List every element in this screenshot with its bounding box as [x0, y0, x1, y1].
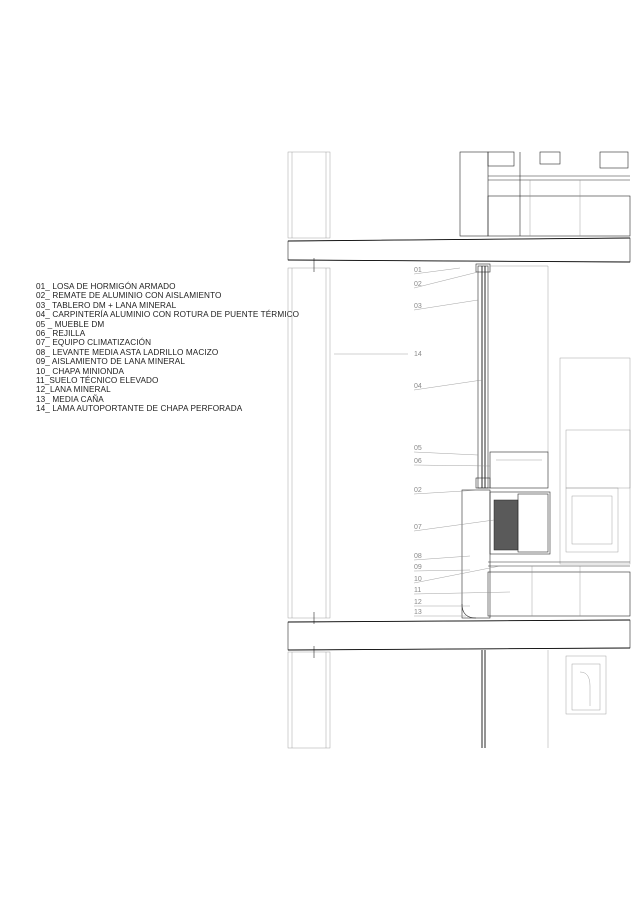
legend-item-12: 12_LANA MINERAL	[36, 385, 111, 395]
upper-slab	[288, 238, 630, 262]
callout-01: 01	[414, 267, 422, 274]
legend-item-04: 04_ CARPINTERÍA ALUMINIO CON ROTURA DE PUENTE TÉRMICO	[36, 310, 300, 320]
callout-08: 08	[414, 553, 422, 560]
callout-07: 07	[414, 524, 422, 531]
legend-item-03: 03_ TABLERO DM + LANA MINERAL	[36, 300, 177, 310]
callout-02: 02	[414, 281, 422, 288]
legend-item-09: 09_ AISLAMIENTO DE LANA MINERAL	[36, 357, 186, 367]
parapet-hvac	[462, 490, 630, 618]
legend-item-05: 05 _ MUEBLE DM	[36, 319, 105, 329]
legend-item-13: 13_ MEDIA CAÑA	[36, 394, 104, 404]
upper-floor-assembly	[460, 152, 630, 236]
callout-02b: 02	[414, 487, 422, 494]
callout-03: 03	[414, 303, 422, 310]
callout-labels	[414, 267, 422, 616]
legend-item-14: 14_ LAMA AUTOPORTANTE DE CHAPA PERFORADA	[36, 404, 243, 414]
legend-item-10: 10_ CHAPA MINIONDA	[36, 366, 125, 376]
callout-13: 13	[414, 609, 422, 616]
callout-leaders	[334, 268, 510, 616]
interior-elements	[560, 358, 630, 564]
window-frame	[476, 264, 548, 488]
callout-09: 09	[414, 564, 422, 571]
legend-item-07: 07_ EQUIPO CLIMATIZACIÓN	[36, 338, 152, 348]
callout-14: 14	[414, 351, 422, 358]
callout-06: 06	[414, 458, 422, 465]
legend-item-08: 08_ LEVANTE MEDIA ASTA LADRILLO MACIZO	[36, 347, 219, 357]
lower-slab	[288, 620, 630, 650]
legend-item-02: 02_ REMATE DE ALUMINIO CON AISLAMIENTO	[36, 291, 222, 301]
callout-10: 10	[414, 576, 422, 583]
callout-11: 11	[414, 587, 422, 594]
callout-04: 04	[414, 383, 422, 390]
legend-item-01: 01_ LOSA DE HORMIGÓN ARMADO	[36, 282, 176, 291]
callout-05: 05	[414, 445, 422, 452]
legend-item-11: 11_SUELO TÉCNICO ELEVADO	[36, 376, 159, 386]
lower-storey	[482, 650, 606, 748]
legend-item-06: 06_ REJILLA	[36, 329, 86, 339]
callout-12: 12	[414, 599, 422, 606]
perforated-louvre	[288, 152, 330, 748]
